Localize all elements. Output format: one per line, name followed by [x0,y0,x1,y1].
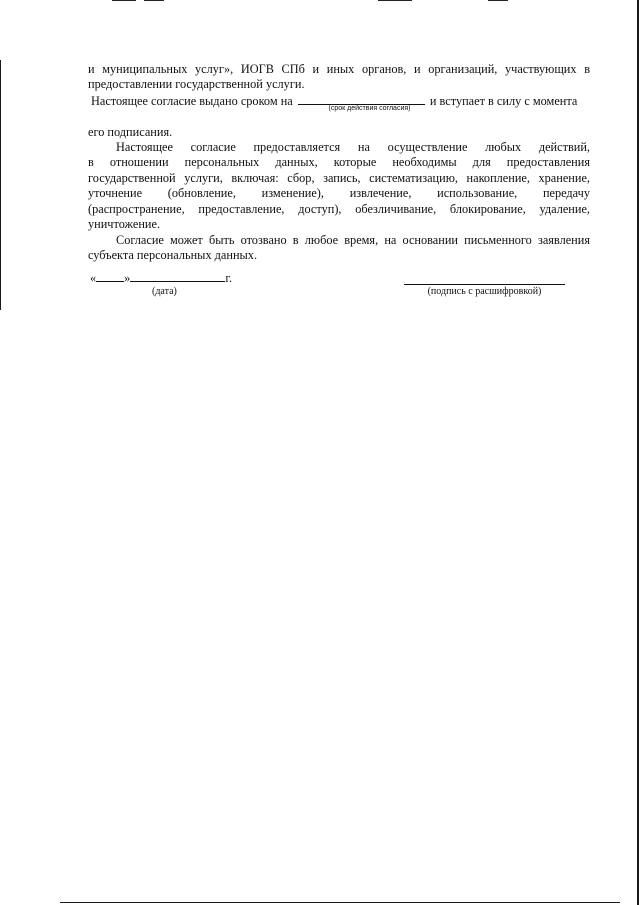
paragraph-revocation [88,233,590,264]
term-prefix: Настоящее согласие выдано сроком на [91,94,293,108]
date-open-quote: « [90,271,97,285]
term-suffix: и вступает в силу с момента [429,94,578,108]
date-caption: (дата) [152,286,177,297]
paragraph-services [88,62,590,93]
text-line: его подписания. [88,125,173,139]
scan-edge-bottom [60,902,620,903]
date-close-quote: » [124,271,131,285]
date-day-blank [96,271,124,282]
term-continuation [88,125,590,140]
date-year-suffix: г. [225,271,233,285]
scan-edge-top-1 [112,0,136,1]
signature-line [404,284,565,285]
text-line: и муниципальных услуг», ИОГВ СПб и иных органов, и организаций, участвующих в [88,62,590,76]
text-line: субъекта персональных данных. [88,248,258,263]
text-line: уничтожение. [88,217,161,232]
scan-edge-top-3 [378,0,412,1]
text-line: государственной услуги, включая: сбор, запись, систематизацию, накопление, хранение, [88,170,590,185]
signature-caption: (подпись с расшифровкой) [427,286,542,297]
text-line: предоставлении государственной услуги. [88,77,305,92]
scan-edge-top-2 [144,0,164,1]
paragraph-actions [88,140,590,232]
text-line: в отношении персональных данных, которые необходимы для предоставления [88,155,590,170]
text-line: Настоящее согласие предоставляется на осуществление любых действий, [116,140,590,154]
term-blank [298,93,425,105]
text-line: Согласие может быть отозвано в любое время, на основании письменного заявления [116,233,590,247]
text-line: уточнение (обновление, изменение), извлечение, использование, передачу [88,186,590,201]
scan-edge-right [637,0,639,905]
date-month-blank [130,271,225,282]
date-field [90,271,232,286]
scan-edge-left [0,60,1,310]
text-line: (распространение, предоставление, доступ), обезличивание, блокирование, удаление, [88,201,590,216]
term-caption: (срок действия согласия) [328,105,411,112]
scan-edge-top-4 [488,0,508,1]
